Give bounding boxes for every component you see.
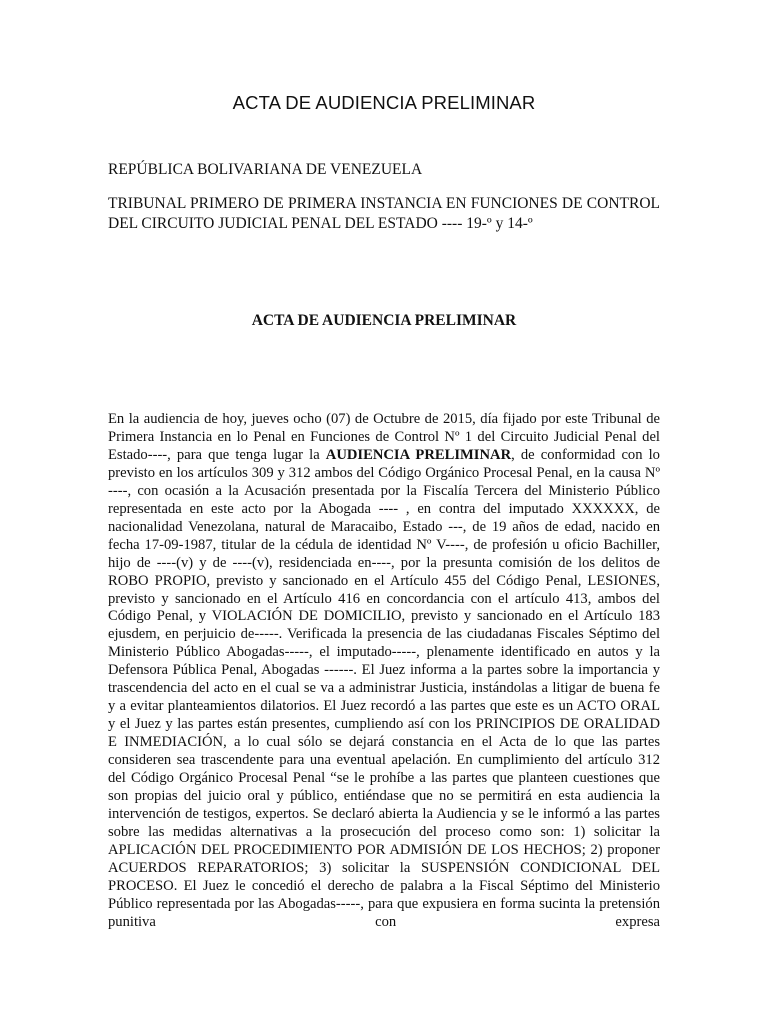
tribunal-heading: TRIBUNAL PRIMERO DE PRIMERA INSTANCIA EN FUNCIONES DE CONTROL DEL CIRCUITO JUDICIAL PENAL DEL ESTADO ---- 19-º y 14-º bbox=[108, 195, 660, 232]
document-top-title: ACTA DE AUDIENCIA PRELIMINAR bbox=[232, 92, 536, 113]
body-text-part-2: , de conformidad con lo previsto en los artículos 309 y 312 ambos del Código Orgánico Procesal Penal, en la causa Nº ----, con ocasión a la Acusación presentada por la Fiscalía Tercera del Ministerio Público representada en este acto por la Abogada ---- , en contra del imputado XXXXXX, de nacionalidad Venezolana, natural de Maracaibo, Estado ---, de 19 años de edad, nacido en fecha 17-09-1987, titular de la cédula de identidad Nº V----, de profesión u oficio Bachiller, hijo de ----(v) y de ----(v), residenciada en----, por la presunta comisión de los delitos de ROBO PROPIO, previsto y sancionado en el Artículo 455 del Código Penal, LESIONES, previsto y sancionado en el Artículo 416 en concordancia con el artículo 413, ambos del Código Penal, y VIOLACIÓN DE DOMICILIO, previsto y sancionado en el Artículo 183 ejusdem, en perjuicio de-----. Verificada la presencia de las ciudadanas Fiscales Séptimo del Ministerio Público Abogadas-----, el imputado-----, plenamente identificado en autos y la Defensora Pública Penal, Abogadas ------. El Juez informa a la partes sobre la importancia y trascendencia del acto en el cual se va a administrar Justicia, instándolas a litigar de buena fe y a evitar planteamientos dilatorios. El Juez recordó a las partes que este es un ACTO ORAL y el Juez y las partes están presentes, cumpliendo así con los PRINCIPIOS DE ORALIDAD E INMEDIACIÓN, a lo cual sólo se dejará constancia en el Acta de lo que las partes consideren sea trascendente para una eventual apelación. En cumplimiento del artículo 312 del Código Orgánico Procesal Penal “se le prohíbe a las partes que planteen cuestiones que son propias del juicio oral y público, entiéndase que no se permitirá en esta audiencia la intervención de testigos, expertos. Se declaró abierta la Audiencia y se le informó a las partes sobre las medidas alternativas a la prosecución del proceso como son: 1) solicitar la APLICACIÓN DEL PROCEDIMIENTO POR ADMISIÓN DE LOS HECHOS; 2) proponer ACUERDOS REPARATORIOS; 3) solicitar la SUSPENSIÓN CONDICIONAL DEL PROCESO. El Juez le concedió el derecho de palabra a la Fiscal Séptimo del Ministerio Público representada por las Abogadas-----, para que expusiera en forma sucinta la pretensión punitiva con expresa bbox=[108, 446, 660, 930]
body-paragraph bbox=[108, 411, 660, 932]
section-title: ACTA DE AUDIENCIA PRELIMINAR bbox=[251, 312, 517, 329]
body-text-bold-audiencia: AUDIENCIA PRELIMINAR bbox=[325, 446, 512, 463]
body-text-part-1: En la audiencia de hoy, jueves ocho (07) de Octubre de 2015, día fijado por este Tribunal de Primera Instancia en lo Penal en Funciones de Control Nº 1 del Circuito Judicial Penal del Estado----, para que tenga lugar la bbox=[108, 411, 660, 463]
republic-heading: REPÚBLICA BOLIVARIANA DE VENEZUELA bbox=[108, 161, 423, 178]
